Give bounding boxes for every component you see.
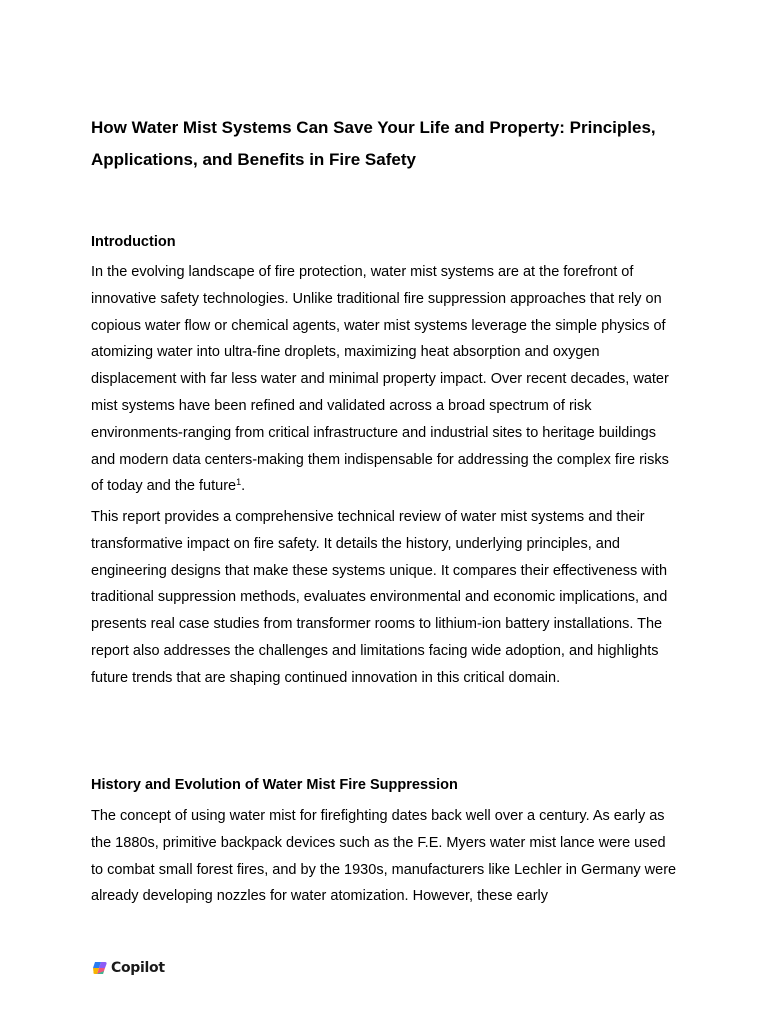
copilot-brand-name: Copilot bbox=[111, 960, 165, 976]
section-heading-history: History and Evolution of Water Mist Fire Suppression bbox=[91, 777, 458, 793]
paragraph-text: In the evolving landscape of fire protection, water mist systems are at the forefront of innovative safety technologies. Unlike traditional fire suppression approaches that rely on copious water flow or chemical agents, water mist systems leverage the simple physics of atomizing water into ultra-fine droplets, maximizing heat absorption and oxygen displacement with far less water and minimal property impact. Over recent decades, water mist systems have been refined and validated across a broad spectrum of risk environments-ranging from critical infrastructure and industrial sites to heritage buildings and modern data centers-making them indispensable for addressing the complex fire risks of today and the future bbox=[91, 264, 669, 495]
history-paragraph-1: The concept of using water mist for firefighting dates back well over a century. As early as the 1880s, primitive backpack devices such as the F.E. Myers water mist lance were used to combat small forest fires, and by the 1930s, manufacturers like Lechler in Germany were already developing nozzles for water atomization. However, these early bbox=[91, 808, 677, 905]
document-title: How Water Mist Systems Can Save Your Life and Property: Principles, Applications, and Benefits in Fire Safety bbox=[91, 118, 656, 169]
document-page bbox=[91, 0, 681, 1024]
footnote-reference[interactable]: 1 bbox=[236, 477, 242, 488]
section-heading-introduction: Introduction bbox=[91, 234, 176, 250]
intro-paragraph-2: This report provides a comprehensive technical review of water mist systems and their transformative impact on fire safety. It details the history, underlying principles, and engineering designs that make these systems unique. It compares their effectiveness with traditional suppression methods, evaluates environmental and economic implications, and presents real case studies from transformer rooms to lithium-ion battery installations. The report also addresses the challenges and limitations facing wide adoption, and highlights future trends that are shaping continued innovation in this critical domain. bbox=[91, 509, 668, 686]
paragraph-tail: . bbox=[241, 478, 246, 495]
copilot-logo-icon bbox=[92, 960, 108, 976]
copilot-brand bbox=[92, 958, 165, 978]
intro-paragraph-1 bbox=[91, 259, 679, 500]
